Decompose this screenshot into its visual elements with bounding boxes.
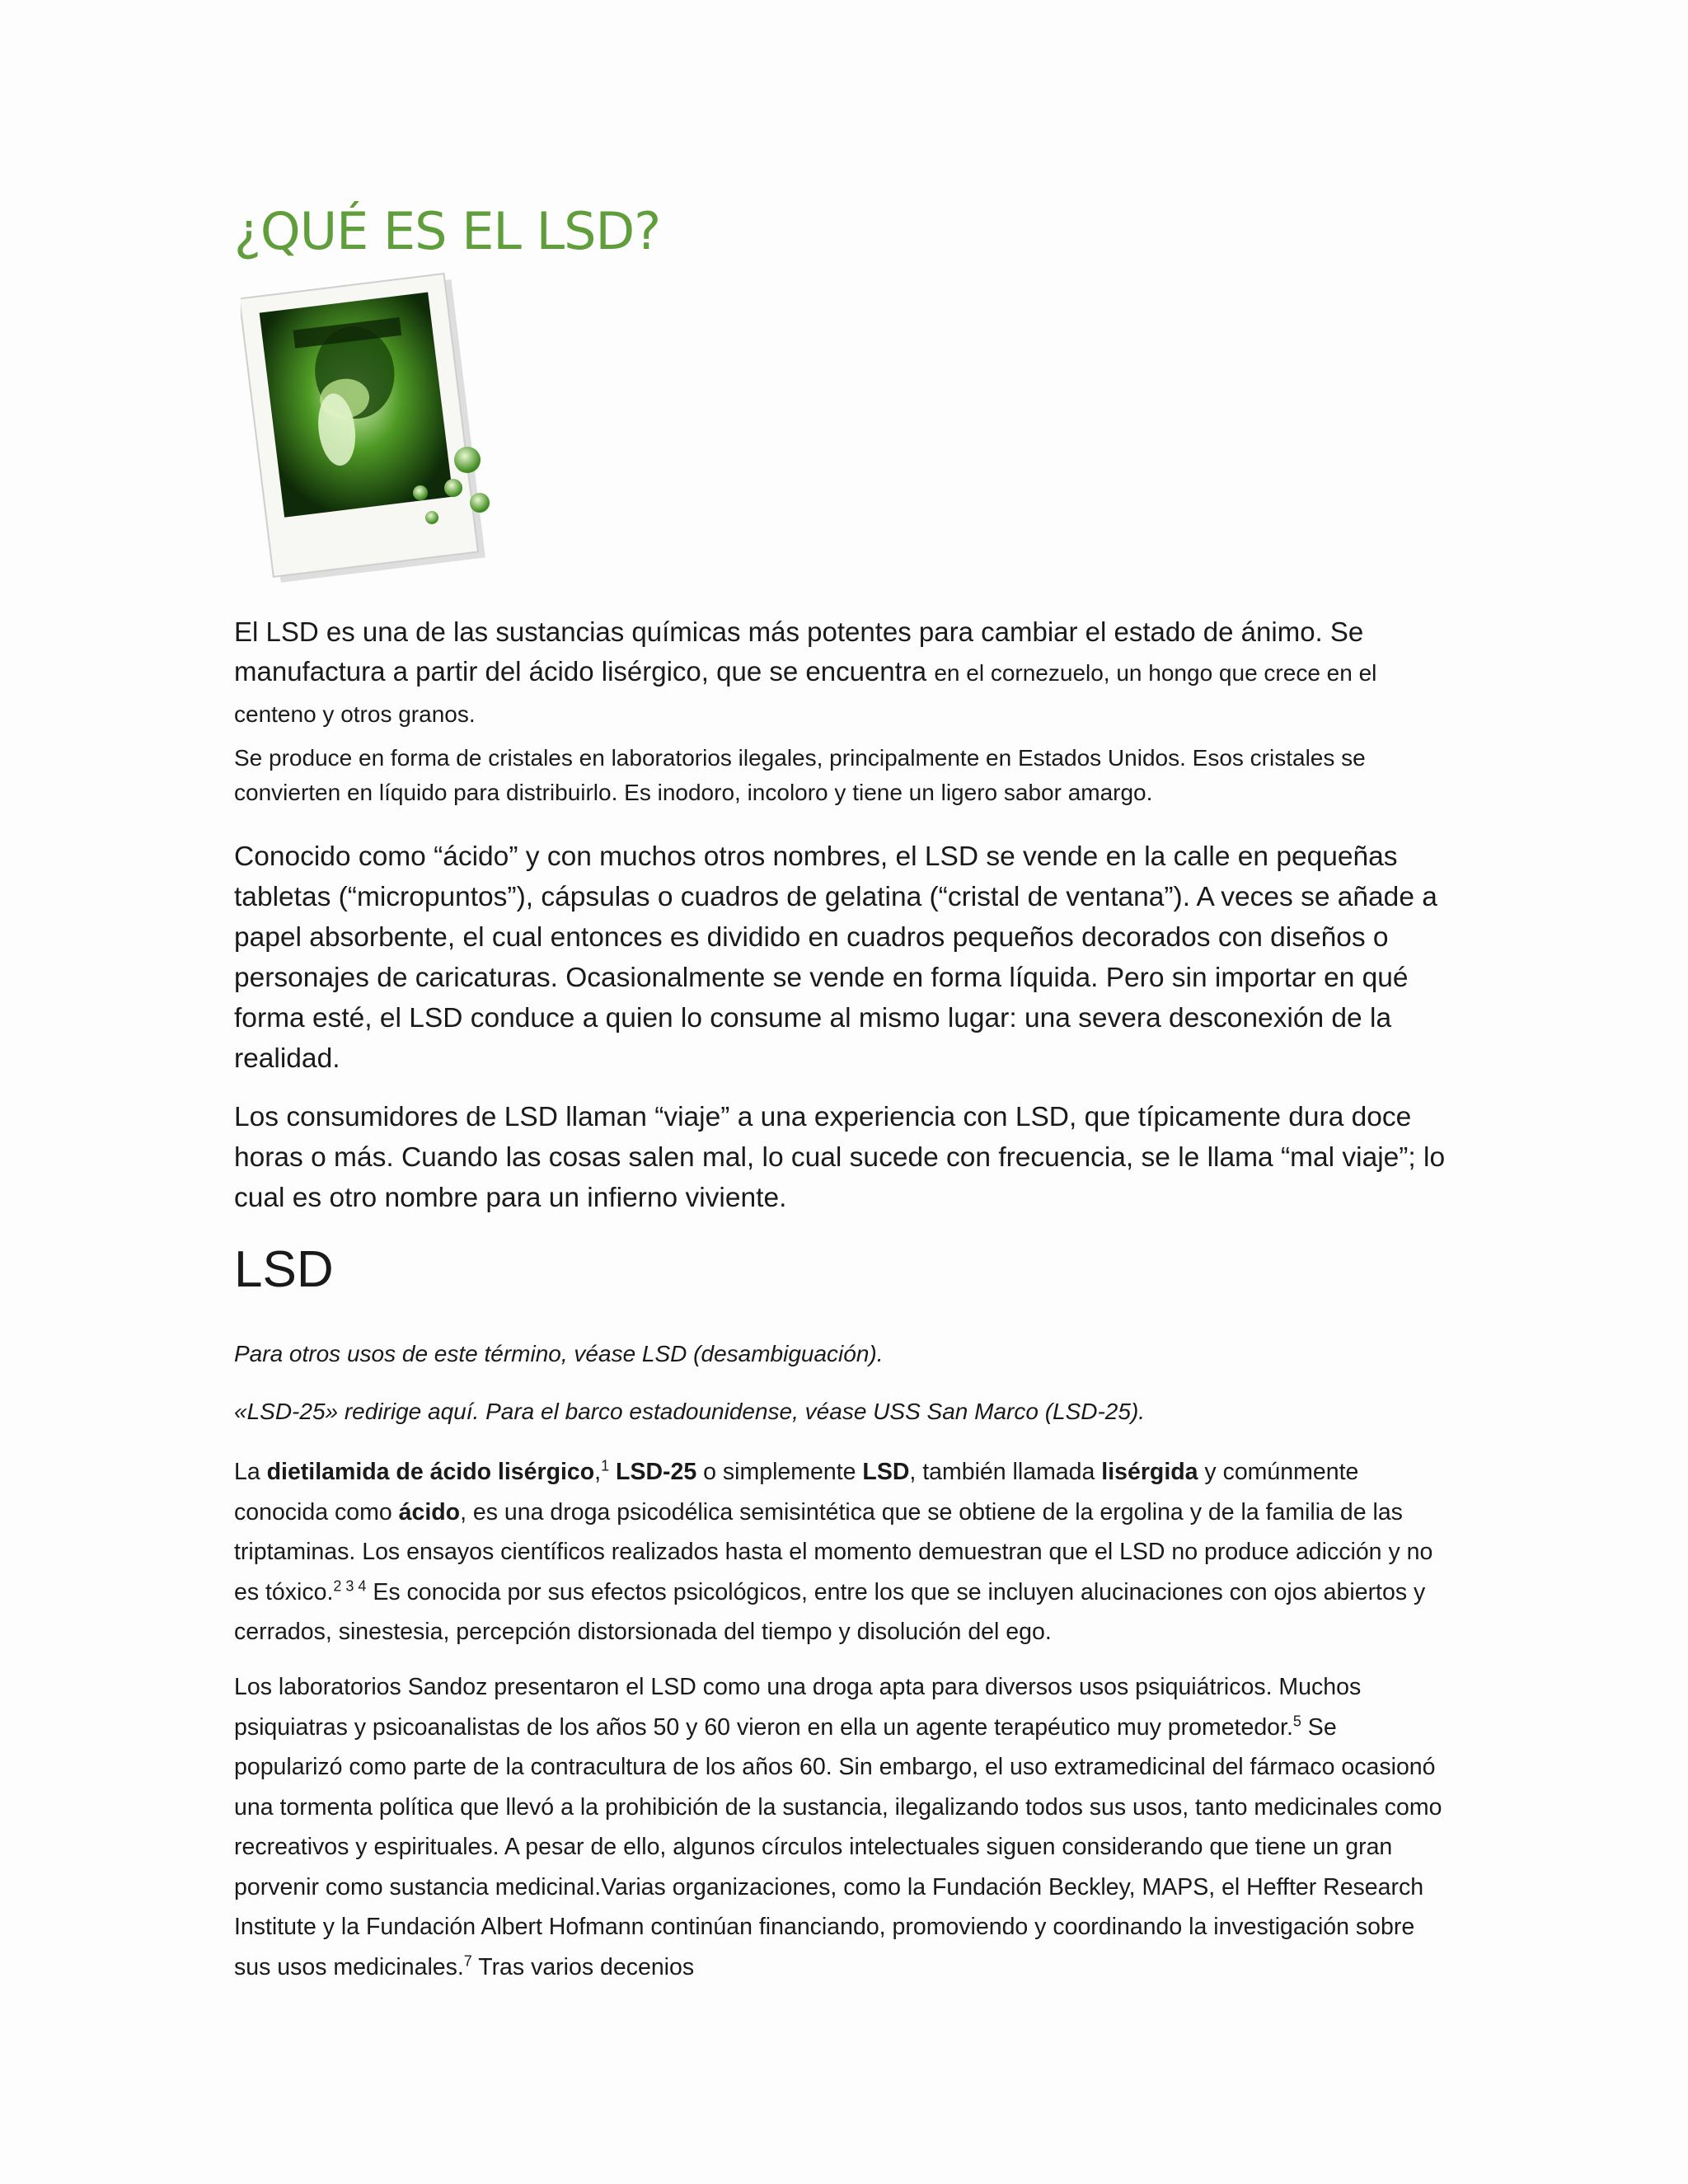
- intro-paragraph-2: Se produce en forma de cristales en laboratorios ilegales, principalmente en Estados Unidos. Esos cristales se convierten en líquido para distribuirlo. Es inodoro, incoloro y tiene un ligero sabor amargo.: [234, 745, 1366, 805]
- article-paragraph-1: La dietilamida de ácido lisérgico,$^1$ LSD-25 o simplemente LSD, también llamada lisérgida y comúnmente conocida como ácido, es una droga psicodélica semisintética que se obtiene de la ergolina y de la familia de las triptaminas. Los ensayos científicos realizados hasta el momento demuestran que el LSD no produce adicción y no es tóxico.$^{2 3 4}$ Es conocida por sus efectos psicológicos, entre los que se incluyen alucinaciones con ojos abiertos y cerrados, sinestesia, percepción distorsionada del tiempo y disolución del ego.: [234, 1457, 1433, 1645]
- polaroid-photo-icon: [241, 272, 521, 602]
- footnote-ref[interactable]: 1: [601, 1457, 610, 1474]
- footnote-ref[interactable]: 2 3 4: [333, 1577, 367, 1594]
- footnote-ref[interactable]: 5: [1292, 1713, 1301, 1729]
- article-paragraph-2: Los laboratorios Sandoz presentaron el LSD como una droga apta para diversos usos psiquiátricos. Muchos psiquiatras y psicoanalistas de los años 50 y 60 vieron en ella un agente terapéutico muy prometedor.$^5$ Se popularizó como parte de la contracultura de los años 60. Sin embargo, el uso extramedicinal del fármaco ocasionó una tormenta política que llevó a la prohibición de la sustancia, ilegalizando todos sus usos, tanto medicinales como recreativos y espirituales. A pesar de ello, algunos círculos intelectuales siguen considerando que tiene un gran porvenir como sustancia medicinal.Varias organizaciones, como la Fundación Beckley, MAPS, el Heffter Research Institute y la Fundación Albert Hofmann continúan financiando, promoviendo y coordinando la investigación sobre sus usos medicinales.$^7$ Tras varios decenios: [234, 1674, 1442, 1980]
- footnote-ref[interactable]: 7: [463, 1952, 472, 1969]
- redirect-note: «LSD-25» redirige aquí. Para el barco estadounidense, véase USS San Marco (LSD-25).: [234, 1399, 1146, 1424]
- disambiguation-note: Para otros usos de este término, véase LSD (desambiguación).: [234, 1341, 884, 1366]
- intro-paragraph-4: Los consumidores de LSD llaman “viaje” a una experiencia con LSD, que típicamente dura doce horas o más. Cuando las cosas salen mal, lo cual sucede con frecuencia, se le llama “mal viaje”; lo cual es otro nombre para un infierno viviente.: [234, 1102, 1446, 1213]
- intro-paragraph-3: Conocido como “ácido” y con muchos otros nombres, el LSD se vende en la calle en pequeñas tabletas (“micropuntos”), cápsulas o cuadros de gelatina (“cristal de ventana”). A veces se añade a papel absorbente, el cual entonces es dividido en cuadros pequeños decorados con diseños o personajes de caricaturas. Ocasionalmente se vende en forma líquida. Pero sin importar en qué forma esté, el LSD conduce a quien lo consume al mismo lugar: una severa desconexión de la realidad.: [234, 841, 1437, 1074]
- section-heading-lsd: LSD: [234, 1241, 334, 1298]
- intro-paragraph-1: El LSD es una de las sustancias químicas más potentes para cambiar el estado de ánimo. Se manufactura a partir del ácido lisérgico, que se encuentra en el cornezuelo, un hongo que crece en el centeno y otros granos.: [234, 616, 1377, 727]
- page-title: ¿QUÉ ES EL LSD?: [234, 201, 661, 261]
